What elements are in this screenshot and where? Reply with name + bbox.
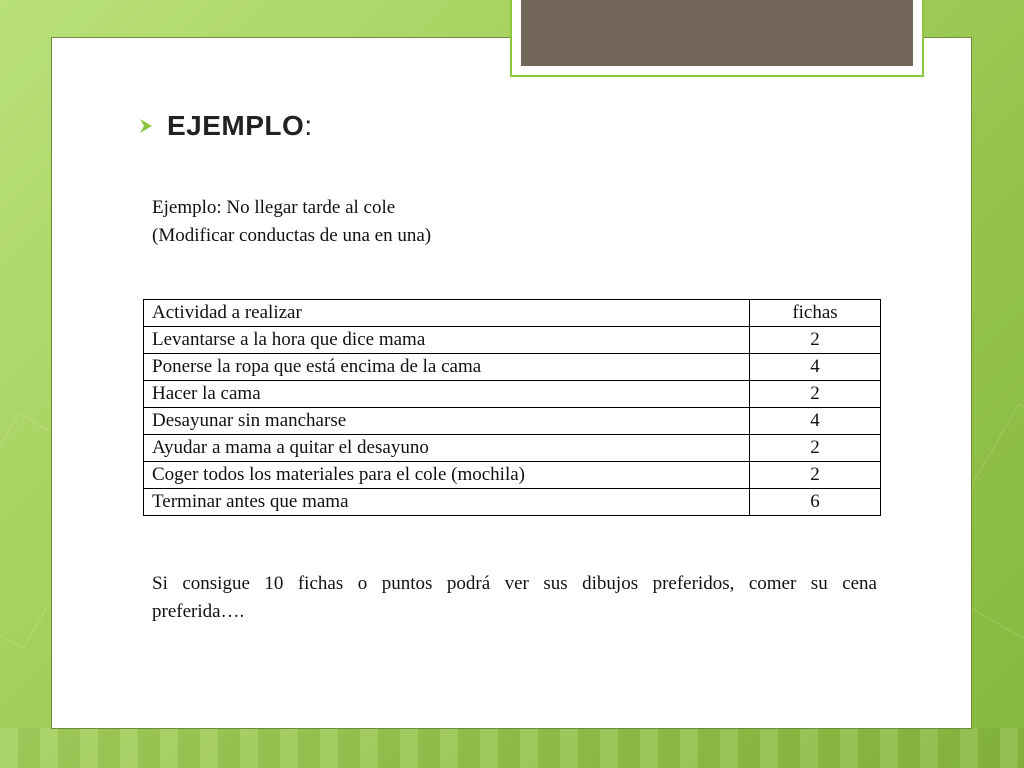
fichas-cell: 4: [750, 408, 881, 435]
activities-table: [143, 299, 881, 516]
table-header-row: [144, 300, 881, 327]
table-row: [144, 408, 881, 435]
activity-cell: Ponerse la ropa que está encima de la cama: [144, 354, 750, 381]
title-bar: [521, 0, 913, 66]
activity-cell: Levantarse a la hora que dice mama: [144, 327, 750, 354]
background-stripes: [0, 728, 1024, 768]
table-row: [144, 435, 881, 462]
activity-cell: Desayunar sin mancharse: [144, 408, 750, 435]
table-row: [144, 381, 881, 408]
example-intro: [152, 194, 431, 250]
table-row: [144, 489, 881, 516]
table-row: [144, 354, 881, 381]
intro-line: (Modificar conductas de una en una): [152, 225, 432, 246]
activity-cell: Hacer la cama: [144, 381, 750, 408]
title-placeholder: [510, 0, 924, 77]
fichas-cell: 4: [750, 354, 881, 381]
table-row: [144, 327, 881, 354]
activity-cell: Ayudar a mama a quitar el desayuno: [144, 435, 750, 462]
heading-text: [167, 110, 313, 142]
column-header-fichas: fichas: [750, 300, 881, 327]
reward-description: Si consigue 10 fichas o puntos podrá ver sus dibujos preferidos, comer su cena preferida….: [152, 573, 877, 622]
fichas-cell: 2: [750, 462, 881, 489]
fichas-cell: 2: [750, 381, 881, 408]
arrow-bullet-icon: [137, 117, 155, 135]
activity-cell: Terminar antes que mama: [144, 489, 750, 516]
heading-suffix: :: [304, 110, 313, 141]
fichas-cell: 2: [750, 435, 881, 462]
column-header-activity: Actividad a realizar: [144, 300, 750, 327]
activity-cell: Coger todos los materiales para el cole (mochila): [144, 462, 750, 489]
fichas-cell: 6: [750, 489, 881, 516]
table-row: [144, 462, 881, 489]
slide-heading: [137, 110, 313, 142]
heading-label: EJEMPLO: [167, 110, 305, 141]
intro-line: Ejemplo: No llegar tarde al cole: [152, 197, 396, 218]
fichas-cell: 2: [750, 327, 881, 354]
